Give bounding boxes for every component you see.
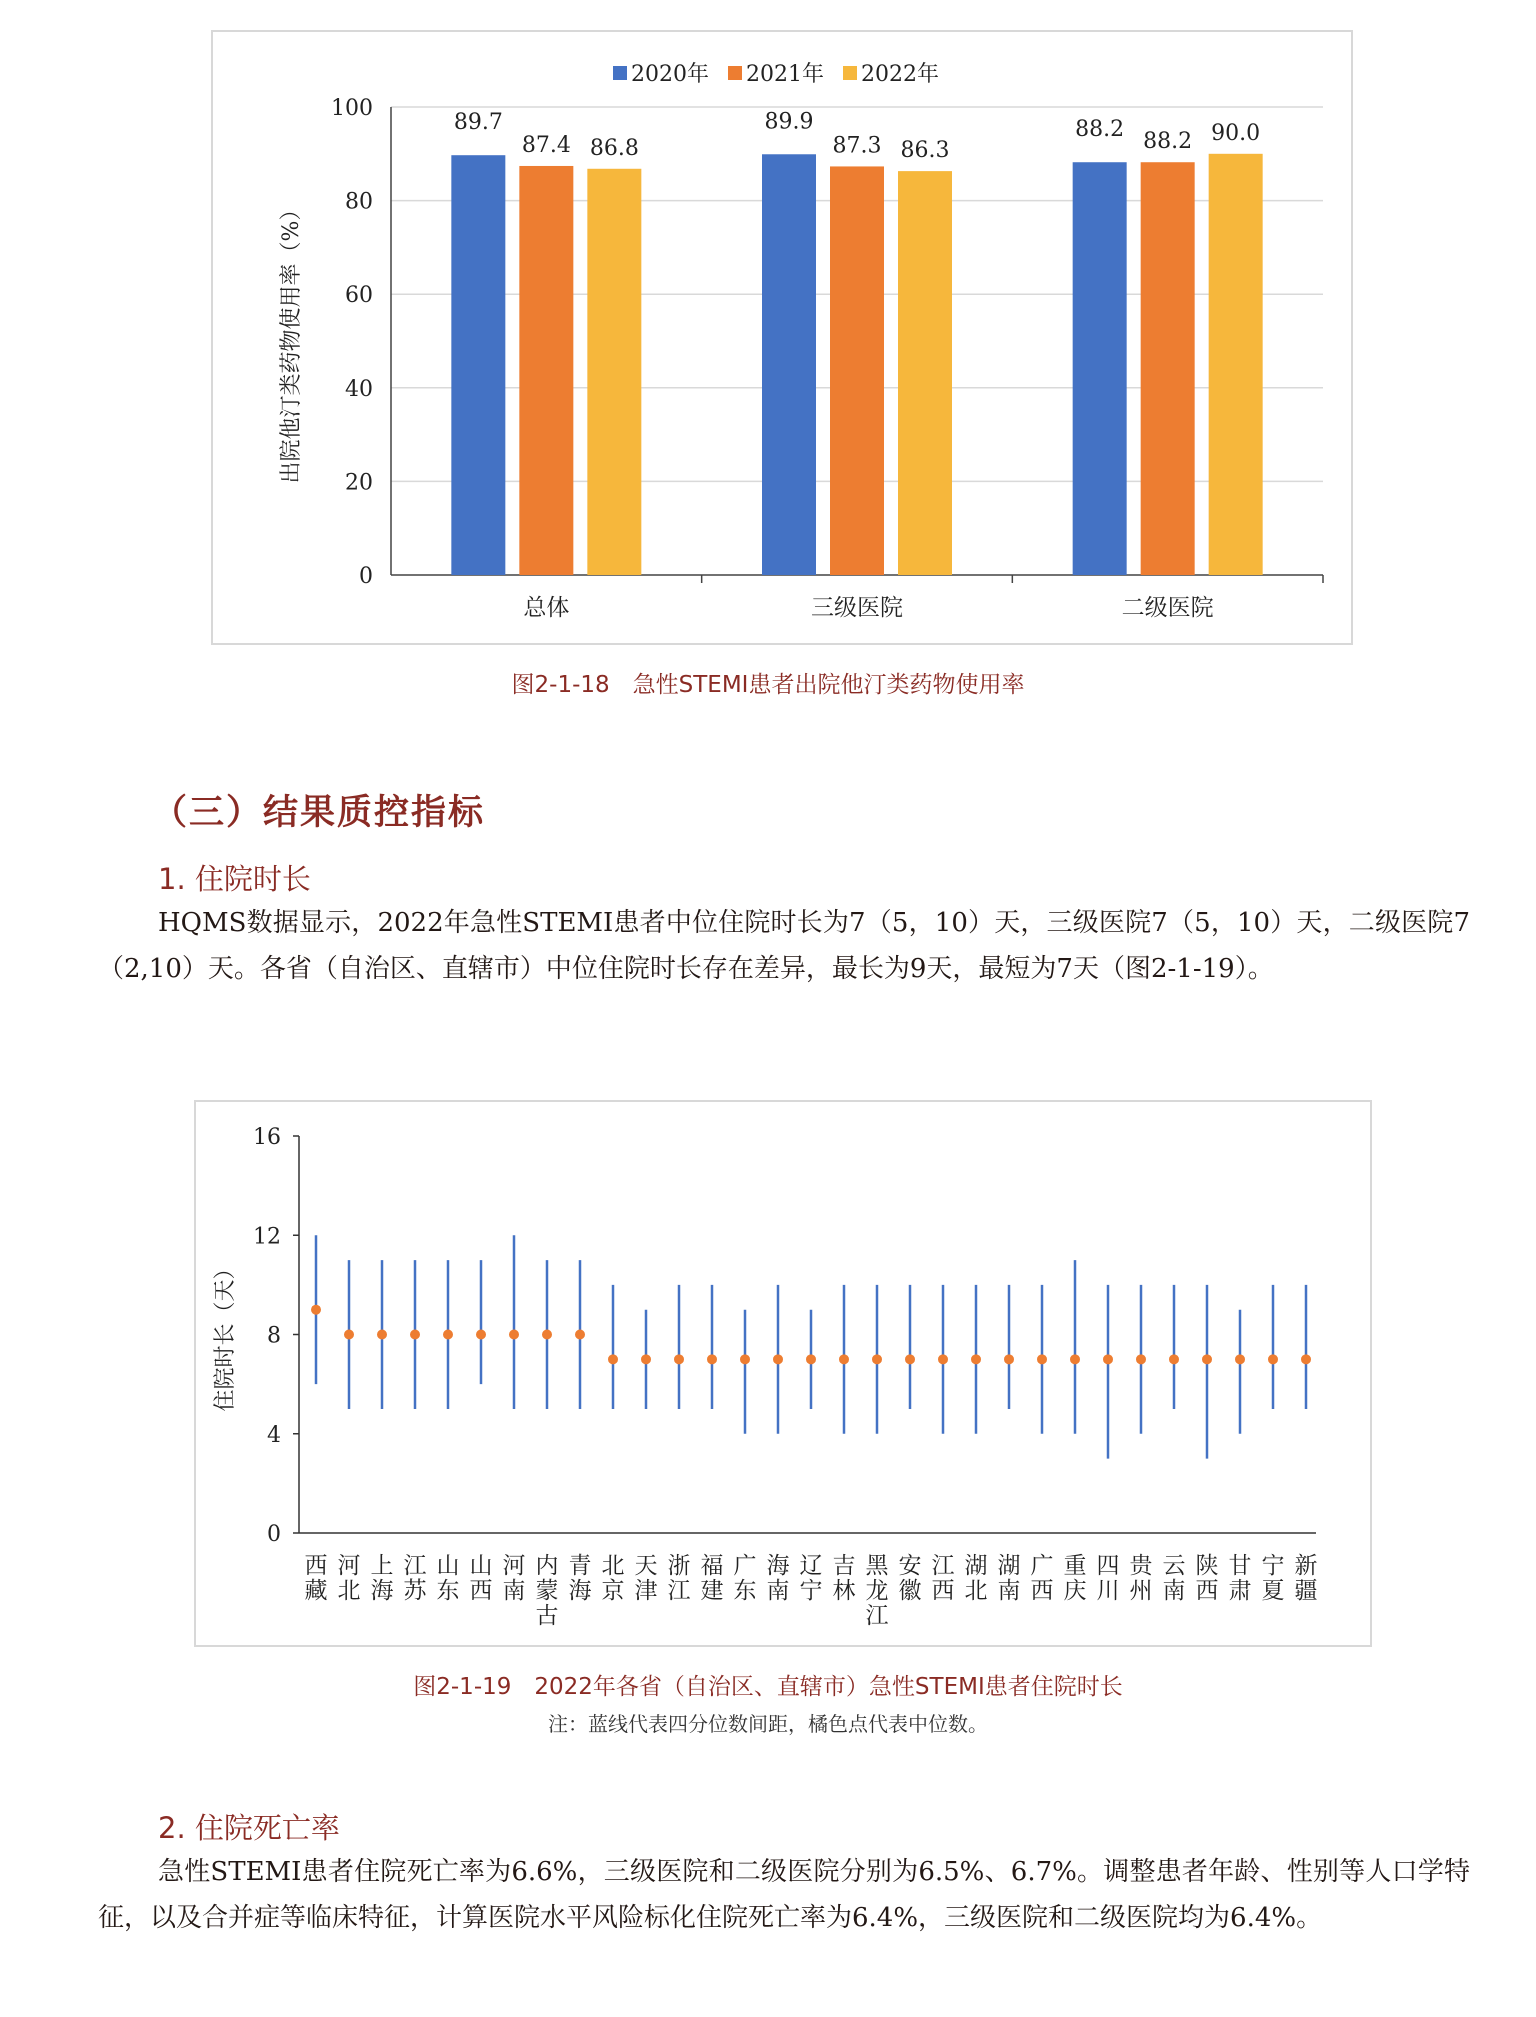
province-label: 安徽: [898, 1553, 922, 1604]
legend-label: 2020年: [631, 62, 709, 87]
y-tick-label: 4: [267, 1422, 281, 1448]
province-label: 贵州: [1129, 1553, 1153, 1604]
subheading-length-of-stay: 1. 住院时长: [158, 862, 311, 896]
median-point: [1301, 1354, 1311, 1364]
median-point: [344, 1330, 354, 1340]
province-label: 重庆: [1063, 1553, 1087, 1604]
median-point: [839, 1354, 849, 1364]
median-point: [1103, 1354, 1113, 1364]
y-tick-label: 0: [359, 564, 373, 589]
bar-value-label: 86.3: [900, 138, 950, 164]
bar: [762, 154, 816, 575]
y-tick-label: 60: [345, 283, 373, 309]
median-point: [410, 1330, 420, 1340]
province-label: 吉林: [832, 1553, 856, 1604]
y-axis-label: 住院时长（天）: [213, 1257, 238, 1412]
province-label: 江苏: [403, 1553, 427, 1604]
province-label: 山西: [469, 1553, 493, 1604]
median-point: [476, 1330, 486, 1340]
median-point: [806, 1354, 816, 1364]
bar-value-label: 86.8: [589, 135, 639, 161]
paragraph-length-of-stay: HQMS数据显示，2022年急性STEMI患者中位住院时长为7（5，10）天，三级医院7（5，10）天，二级医院7（2,10）天。各省（自治区、直辖市）中位住院时长存在差异，最长为9天，最短为7天（图2-1-19）。: [98, 908, 1470, 984]
province-label: 天津: [634, 1553, 658, 1604]
bar-value-label: 87.3: [832, 133, 882, 159]
bar: [451, 155, 505, 575]
median-point: [674, 1354, 684, 1364]
bar-chart: [213, 32, 1351, 643]
median-point: [905, 1354, 915, 1364]
y-tick-label: 16: [253, 1125, 281, 1150]
province-label: 广西: [1030, 1553, 1054, 1604]
figure2-caption: 图2-1-19 2022年各省（自治区、直辖市）急性STEMI患者住院时长: [413, 1674, 1123, 1700]
province-label: 新疆: [1294, 1553, 1318, 1604]
median-point: [773, 1354, 783, 1364]
x-category-label: 二级医院: [1121, 595, 1214, 621]
province-label: 宁夏: [1261, 1553, 1285, 1604]
legend-label: 2021年: [746, 62, 824, 87]
bar: [1073, 162, 1127, 575]
province-label: 山东: [436, 1553, 460, 1604]
bar: [1141, 162, 1195, 575]
median-point: [707, 1354, 717, 1364]
bar-value-label: 89.9: [764, 109, 814, 135]
range-chart: [196, 1102, 1370, 1645]
median-point: [311, 1305, 321, 1315]
median-point: [575, 1330, 585, 1340]
figure-length-of-stay: [194, 1100, 1372, 1647]
x-category-label: 三级医院: [811, 595, 903, 621]
figure1-caption: 图2-1-18 急性STEMI患者出院他汀类药物使用率: [511, 672, 1025, 698]
median-point: [1004, 1354, 1014, 1364]
province-label: 河南: [502, 1553, 526, 1604]
bar-value-label: 90.0: [1211, 120, 1261, 146]
province-label: 云南: [1162, 1553, 1186, 1604]
legend-swatch: [728, 66, 742, 80]
median-point: [542, 1330, 552, 1340]
y-tick-label: 80: [345, 189, 373, 215]
province-label: 河北: [337, 1553, 361, 1604]
province-label: 上海: [370, 1553, 394, 1604]
bar: [830, 166, 884, 575]
bar-value-label: 88.2: [1075, 117, 1125, 143]
province-label: 西藏: [304, 1553, 328, 1604]
median-point: [377, 1330, 387, 1340]
province-label: 辽宁: [799, 1553, 823, 1604]
median-point: [1268, 1354, 1278, 1364]
bar: [1209, 154, 1263, 575]
bar-value-label: 88.2: [1143, 129, 1193, 155]
median-point: [1235, 1354, 1245, 1364]
legend-swatch: [843, 66, 857, 80]
province-label: 甘肃: [1228, 1553, 1252, 1604]
y-tick-label: 12: [253, 1224, 281, 1250]
bar: [587, 169, 641, 575]
subheading-mortality: 2. 住院死亡率: [158, 1811, 340, 1845]
bar-value-label: 87.4: [521, 132, 571, 158]
median-point: [1136, 1354, 1146, 1364]
median-point: [641, 1354, 651, 1364]
legend-swatch: [613, 66, 627, 80]
median-point: [1202, 1354, 1212, 1364]
province-label: 四川: [1096, 1553, 1120, 1604]
y-axis-label: 出院他汀类药物使用率（%）: [279, 198, 304, 484]
y-tick-label: 8: [267, 1323, 281, 1349]
province-label: 江西: [931, 1553, 955, 1604]
province-label: 福建: [700, 1553, 724, 1604]
paragraph-mortality: 急性STEMI患者住院死亡率为6.6%，三级医院和二级医院分别为6.5%、6.7%。调整患者年龄、性别等人口学特征，以及合并症等临床特征，计算医院水平风险标化住院死亡率为6.4%，三级医院和二级医院均为6.4%。: [98, 1857, 1470, 1933]
y-tick-label: 100: [331, 96, 373, 121]
median-point: [608, 1354, 618, 1364]
province-label: 青海: [568, 1553, 592, 1604]
legend-label: 2022年: [861, 62, 939, 87]
y-tick-label: 0: [267, 1522, 281, 1547]
province-label: 浙江: [667, 1553, 691, 1604]
median-point: [509, 1330, 519, 1340]
y-tick-label: 40: [345, 376, 373, 402]
median-point: [1070, 1354, 1080, 1364]
bar: [898, 171, 952, 575]
median-point: [740, 1354, 750, 1364]
bar: [519, 166, 573, 575]
bar-value-label: 89.7: [453, 110, 503, 136]
median-point: [1037, 1354, 1047, 1364]
figure2-note: 注：蓝线代表四分位数间距，橘色点代表中位数。: [548, 1712, 988, 1736]
x-category-label: 总体: [523, 595, 570, 621]
province-label: 湖南: [997, 1553, 1021, 1604]
province-label: 黑龙江: [865, 1553, 889, 1629]
province-label: 内蒙古: [535, 1553, 559, 1629]
section-heading: （三）结果质控指标: [152, 793, 486, 833]
median-point: [872, 1354, 882, 1364]
median-point: [971, 1354, 981, 1364]
province-label: 湖北: [964, 1553, 988, 1604]
province-label: 广东: [733, 1553, 757, 1604]
province-label: 北京: [601, 1553, 625, 1604]
median-point: [443, 1330, 453, 1340]
province-label: 陕西: [1195, 1553, 1219, 1604]
province-label: 海南: [766, 1553, 790, 1604]
median-point: [938, 1354, 948, 1364]
figure-statin-usage: [211, 30, 1353, 645]
y-tick-label: 20: [345, 470, 373, 496]
median-point: [1169, 1354, 1179, 1364]
